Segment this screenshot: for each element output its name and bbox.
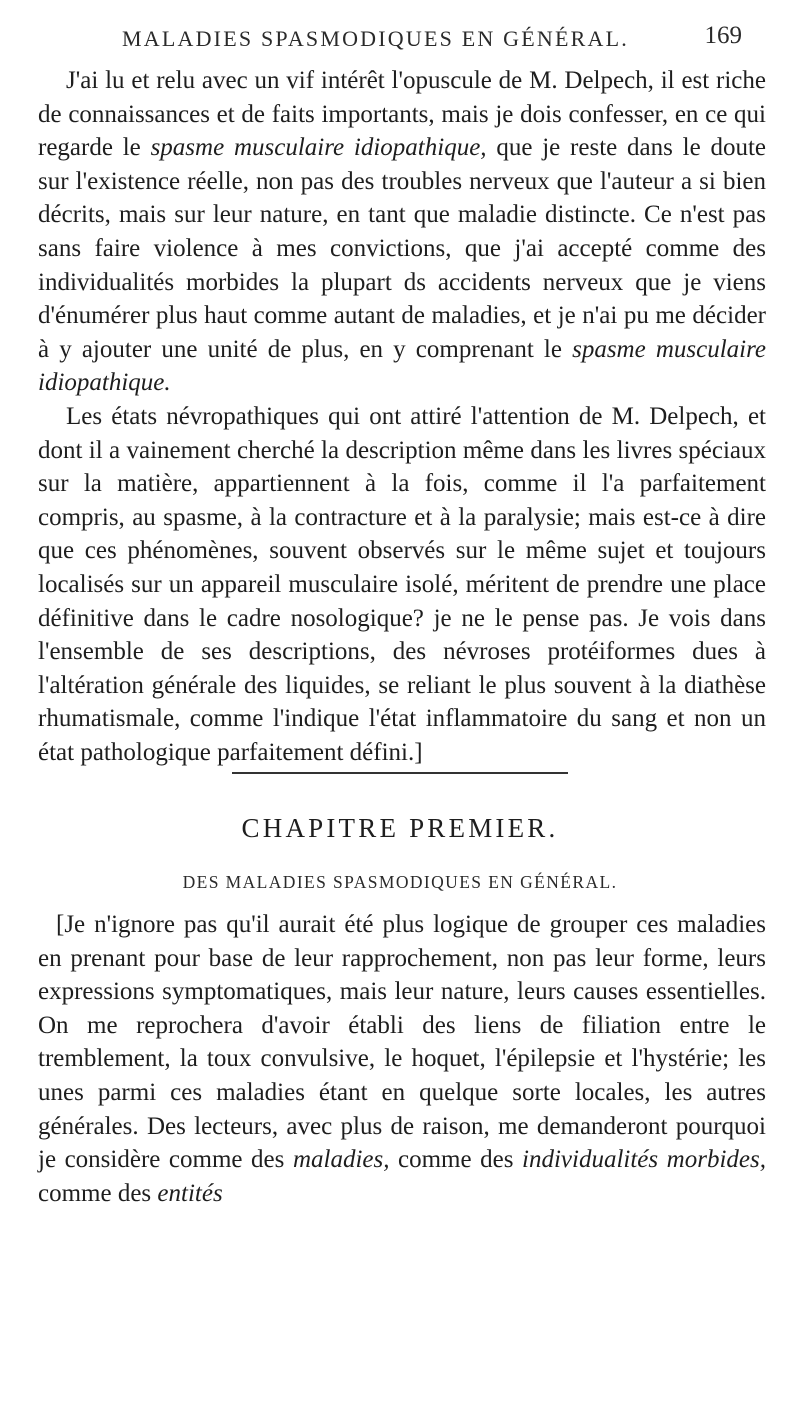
italic-term: maladies, bbox=[292, 1146, 390, 1174]
italic-term: entités bbox=[157, 1179, 223, 1207]
text-run: que je reste dans le doute sur l'existence réelle, non pas des troubles nerveux que l'auteur a si bien décrits, mais sur leur nature, en tant que maladie distincte. Ce n'est pas sans faire violence à mes convictions, que j'ai accepté comme des individualités morbides la plupart ds accidents nerveux que je viens d'énumérer plus haut comme autant de maladies, et je n'ai pu me décider à y ajouter une unité de plus, en y comprenant le bbox=[38, 134, 767, 363]
text-run: [Je n'ignore pas qu'il aurait été plus logique de grouper ces maladies en prenant pour base de leur rapprochement, non pas leur forme, leurs expressions symptomatiques, mais leur nature, leurs causes essentielles. On me reprochera d'avoir établi des liens de filiation entre le tremblement, la toux convulsive, le hoquet, l'épilepsie et l'hystérie; les unes parmi ces maladies étant en quelque sorte locales, les autres générales. Des lecteurs, avec plus de raison, me demanderont pourquoi je considère comme des bbox=[38, 911, 766, 1174]
text-run: J'ai lu et relu avec un vif intérêt l'opuscule de M. Delpech, il est riche de connaissances et de faits importants, mais je dois confesser, en ce qui regarde le bbox=[38, 67, 766, 162]
text-run: comme des bbox=[389, 1146, 523, 1174]
text-run: comme des bbox=[38, 1179, 158, 1207]
intro-paragraph-1 bbox=[38, 64, 766, 400]
intro-paragraph-2: Les états névropathiques qui ont attiré l'attention de M. Delpech, et dont il a vainement cherché la description même dans les livres spéciaux sur la matière, appartiennent à la fois, comme il l'a parfaitement compris, au spasme, à la contracture et à la paralysie; mais est-ce à dire que ces phénomènes, souvent observés sur le même sujet et toujours localisés sur un appareil musculaire isolé, méritent de prendre une place définitive dans le cadre nosologique? je ne le pense pas. Je vois dans l'ensemble de ses descriptions, des névroses protéiformes dues à l'altération générale des liquides, se reliant le plus souvent à la diathèse rhumatismale, comme l'indique l'état inflammatoire du sang et non un état pathologique parfaitement défini.] bbox=[38, 402, 766, 766]
running-head: MALADIES SPASMODIQUES EN GÉNÉRAL. bbox=[122, 26, 629, 51]
section-divider bbox=[232, 772, 568, 774]
chapter-subtitle: DES MALADIES SPASMODIQUES EN GÉNÉRAL. bbox=[182, 872, 618, 892]
chapter-paragraph-1 bbox=[38, 908, 766, 1210]
italic-term: spasme musculaire idiopathique, bbox=[150, 134, 487, 162]
chapter-title: CHAPITRE PREMIER. bbox=[241, 813, 559, 843]
page-number: 169 bbox=[704, 22, 742, 49]
chapter-text bbox=[38, 908, 766, 1210]
italic-term: spasme musculaire idiopathique. bbox=[38, 335, 766, 397]
intro-text bbox=[38, 64, 766, 769]
italic-term: individualités morbides, bbox=[522, 1146, 766, 1174]
